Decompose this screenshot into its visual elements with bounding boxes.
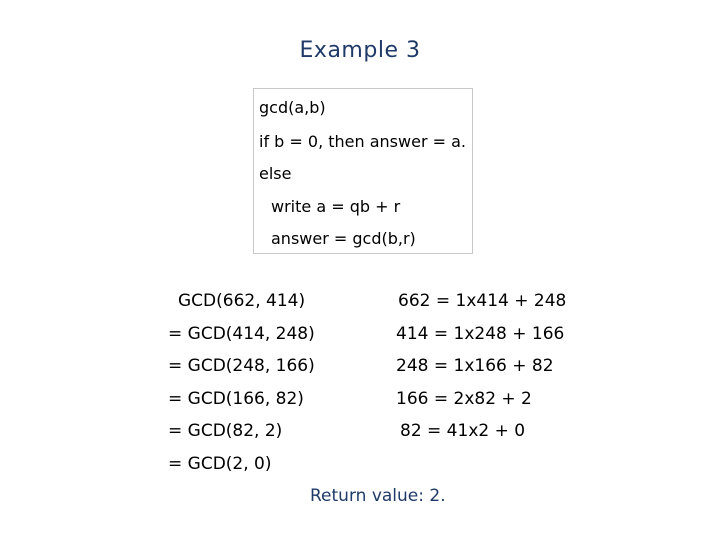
gcd-step: = GCD(166, 82) — [168, 389, 304, 409]
algorithm-line: answer = gcd(b,r) — [271, 229, 416, 248]
algorithm-line: gcd(a,b) — [259, 98, 326, 117]
division-equation: 166 = 2x82 + 2 — [396, 389, 532, 409]
return-value: Return value: 2. — [310, 486, 446, 506]
division-equation: 662 = 1x414 + 248 — [398, 291, 567, 311]
division-equation: 414 = 1x248 + 166 — [396, 324, 565, 344]
algorithm-line: else — [259, 164, 292, 183]
algorithm-line: if b = 0, then answer = a. — [259, 132, 466, 151]
division-equation: 248 = 1x166 + 82 — [396, 356, 554, 376]
gcd-step: = GCD(248, 166) — [168, 356, 315, 376]
gcd-step: = GCD(414, 248) — [168, 324, 315, 344]
gcd-step: GCD(662, 414) — [178, 291, 306, 311]
gcd-step: = GCD(2, 0) — [168, 454, 272, 474]
gcd-step: = GCD(82, 2) — [168, 421, 283, 441]
division-equation: 82 = 41x2 + 0 — [400, 421, 526, 441]
algorithm-line: write a = qb + r — [271, 197, 401, 216]
page-title: Example 3 — [299, 38, 421, 63]
